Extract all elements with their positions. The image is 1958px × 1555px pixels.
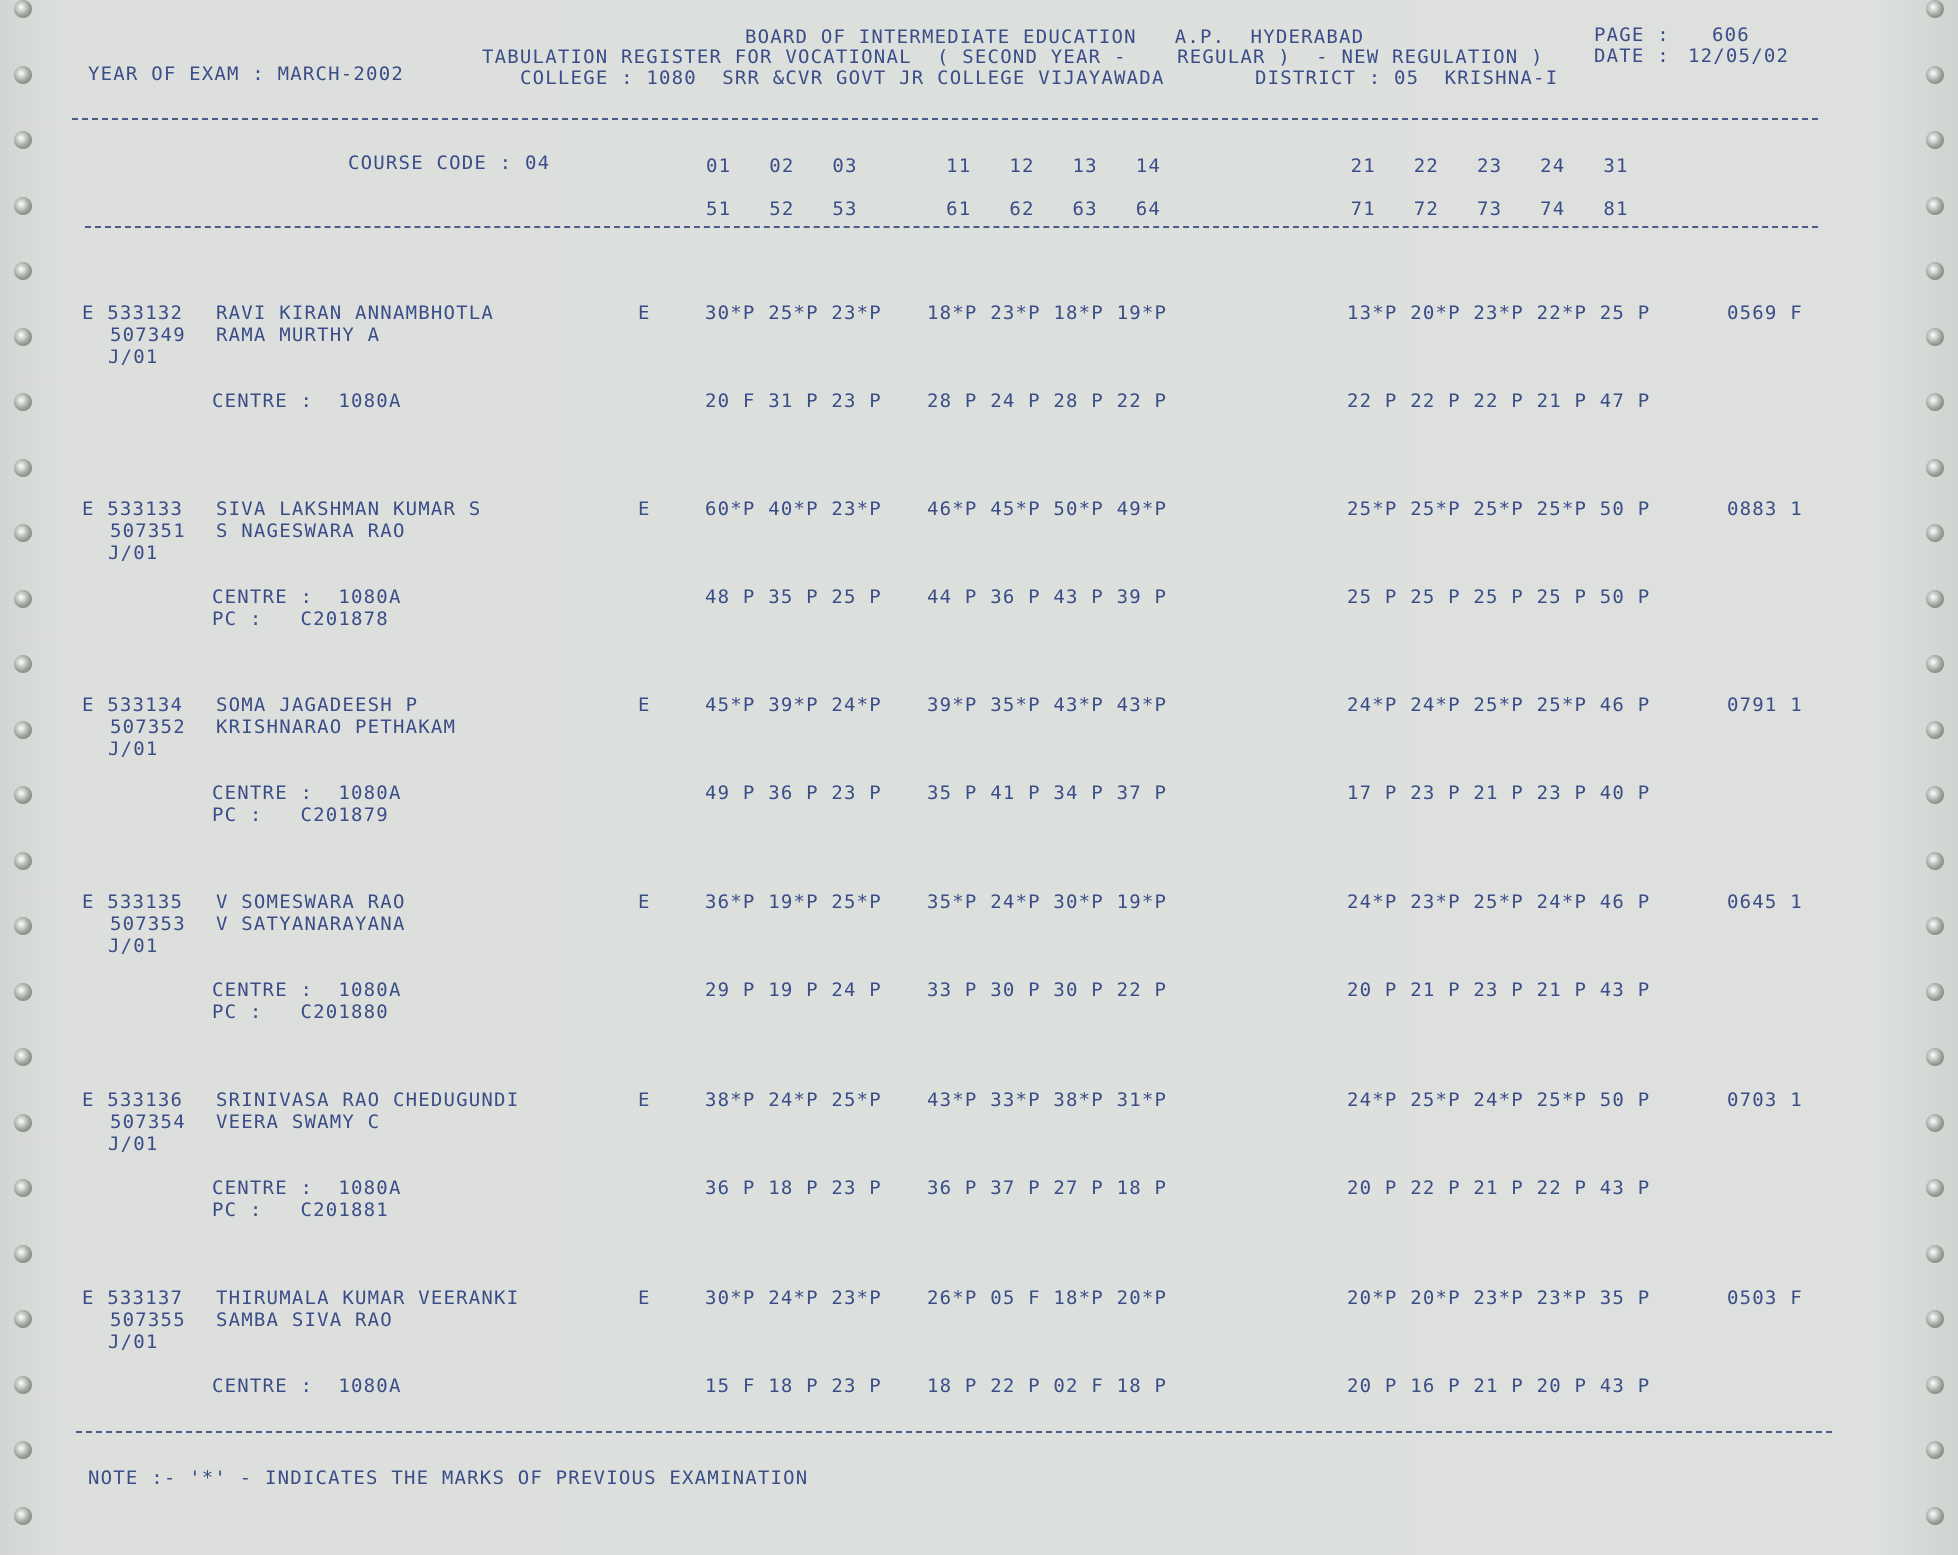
pc-number: PC : C201881 (212, 1199, 389, 1221)
feed-hole (14, 1245, 32, 1263)
marks-line2-part3: 17 P 23 P 21 P 23 P 40 P (1347, 782, 1651, 804)
feed-hole (14, 721, 32, 739)
marks-line1-part2: 43*P 33*P 38*P 31*P (927, 1089, 1168, 1111)
marks-line1-part3: 24*P 23*P 25*P 24*P 46 P (1347, 891, 1651, 913)
registration-number: 507354 (110, 1111, 186, 1133)
total-and-result: 0569 F (1727, 302, 1803, 324)
roll-number: E 533135 (82, 891, 184, 913)
marks-line1-part1: 30*P 25*P 23*P (705, 302, 882, 324)
student-name: V SOMESWARA RAO (216, 891, 406, 913)
total-and-result: 0645 1 (1727, 891, 1803, 913)
feed-hole (14, 66, 32, 84)
subject-codes-row1: 01 02 03 11 12 13 14 21 22 23 24 31 (706, 155, 1629, 177)
marks-line1-part1: 45*P 39*P 24*P (705, 694, 882, 716)
group-code: J/01 (108, 1331, 159, 1353)
feed-hole (1926, 393, 1944, 411)
exam-centre: CENTRE : 1080A (212, 390, 402, 412)
marks-line2-part2: 36 P 37 P 27 P 18 P (927, 1177, 1168, 1199)
marks-line2-part1: 29 P 19 P 24 P (705, 979, 882, 1001)
feed-hole (14, 197, 32, 215)
feed-hole (14, 262, 32, 280)
exam-centre: CENTRE : 1080A (212, 586, 402, 608)
feed-hole (1926, 721, 1944, 739)
marks-line1-part3: 25*P 25*P 25*P 25*P 50 P (1347, 498, 1651, 520)
registration-number: 507351 (110, 520, 186, 542)
marks-line1-part1: 60*P 40*P 23*P (705, 498, 882, 520)
left-tractor-holes (6, 0, 46, 1555)
medium: E (638, 1287, 651, 1309)
feed-hole (14, 393, 32, 411)
page-label: PAGE : (1594, 24, 1670, 46)
marks-line2-part1: 48 P 35 P 25 P (705, 586, 882, 608)
feed-hole (1926, 459, 1944, 477)
marks-line1-part2: 46*P 45*P 50*P 49*P (927, 498, 1168, 520)
feed-hole (1926, 262, 1944, 280)
student-name: SOMA JAGADEESH P (216, 694, 419, 716)
total-and-result: 0503 F (1727, 1287, 1803, 1309)
marks-line2-part3: 20 P 21 P 23 P 21 P 43 P (1347, 979, 1651, 1001)
marks-line2-part3: 20 P 16 P 21 P 20 P 43 P (1347, 1375, 1651, 1397)
father-name: V SATYANARAYANA (216, 913, 406, 935)
footnote: NOTE :- '*' - INDICATES THE MARKS OF PREVIOUS EXAMINATION (88, 1467, 809, 1489)
roll-number: E 533134 (82, 694, 184, 716)
feed-hole (14, 655, 32, 673)
marks-line2-part3: 25 P 25 P 25 P 25 P 50 P (1347, 586, 1651, 608)
marks-line2-part2: 44 P 36 P 43 P 39 P (927, 586, 1168, 608)
marks-line2-part2: 35 P 41 P 34 P 37 P (927, 782, 1168, 804)
feed-hole (14, 1048, 32, 1066)
marks-line1-part2: 26*P 05 F 18*P 20*P (927, 1287, 1168, 1309)
marks-line1-part2: 18*P 23*P 18*P 19*P (927, 302, 1168, 324)
roll-number: E 533133 (82, 498, 184, 520)
marks-line1-part1: 30*P 24*P 23*P (705, 1287, 882, 1309)
medium: E (638, 498, 651, 520)
roll-number: E 533136 (82, 1089, 184, 1111)
total-and-result: 0703 1 (1727, 1089, 1803, 1111)
student-name: RAVI KIRAN ANNAMBHOTLA (216, 302, 495, 324)
marks-line2-part1: 20 F 31 P 23 P (705, 390, 882, 412)
feed-hole (1926, 197, 1944, 215)
feed-hole (14, 917, 32, 935)
group-code: J/01 (108, 542, 159, 564)
registration-number: 507353 (110, 913, 186, 935)
page-number: 606 (1712, 24, 1750, 46)
medium: E (638, 694, 651, 716)
student-name: SRINIVASA RAO CHEDUGUNDI (216, 1089, 520, 1111)
feed-hole (1926, 1310, 1944, 1328)
marks-line2-part2: 28 P 24 P 28 P 22 P (927, 390, 1168, 412)
group-code: J/01 (108, 346, 159, 368)
feed-hole (1926, 66, 1944, 84)
feed-hole (1926, 1507, 1944, 1525)
roll-number: E 533132 (82, 302, 184, 324)
roll-number: E 533137 (82, 1287, 184, 1309)
feed-hole (14, 459, 32, 477)
pc-number: PC : C201880 (212, 1001, 389, 1023)
column-header-divider (85, 226, 1818, 228)
father-name: VEERA SWAMY C (216, 1111, 381, 1133)
register-title: TABULATION REGISTER FOR VOCATIONAL ( SECOND YEAR - REGULAR ) - NEW REGULATION ) (482, 46, 1544, 68)
exam-centre: CENTRE : 1080A (212, 782, 402, 804)
feed-hole (1926, 590, 1944, 608)
father-name: RAMA MURTHY A (216, 324, 381, 346)
subject-codes-row2: 51 52 53 61 62 63 64 71 72 73 74 81 (706, 198, 1629, 220)
feed-hole (1926, 0, 1944, 18)
feed-hole (14, 1310, 32, 1328)
feed-hole (14, 1441, 32, 1459)
feed-hole (14, 0, 32, 18)
marks-line2-part3: 22 P 22 P 22 P 21 P 47 P (1347, 390, 1651, 412)
medium: E (638, 1089, 651, 1111)
feed-hole (1926, 983, 1944, 1001)
feed-hole (14, 1179, 32, 1197)
print-date: 12/05/02 (1688, 45, 1790, 67)
medium: E (638, 302, 651, 324)
feed-hole (14, 1376, 32, 1394)
feed-hole (14, 983, 32, 1001)
medium: E (638, 891, 651, 913)
student-name: SIVA LAKSHMAN KUMAR S (216, 498, 482, 520)
feed-hole (14, 852, 32, 870)
marks-line2-part2: 18 P 22 P 02 F 18 P (927, 1375, 1168, 1397)
feed-hole (1926, 1048, 1944, 1066)
feed-hole (1926, 1114, 1944, 1132)
marks-line1-part3: 24*P 25*P 24*P 25*P 50 P (1347, 1089, 1651, 1111)
marks-line1-part1: 38*P 24*P 25*P (705, 1089, 882, 1111)
feed-hole (1926, 1441, 1944, 1459)
marks-line1-part3: 24*P 24*P 25*P 25*P 46 P (1347, 694, 1651, 716)
feed-hole (1926, 1376, 1944, 1394)
exam-centre: CENTRE : 1080A (212, 979, 402, 1001)
feed-hole (1926, 917, 1944, 935)
registration-number: 507355 (110, 1309, 186, 1331)
feed-hole (1926, 131, 1944, 149)
marks-line1-part3: 13*P 20*P 23*P 22*P 25 P (1347, 302, 1651, 324)
pc-number: PC : C201878 (212, 608, 389, 630)
marks-line1-part2: 35*P 24*P 30*P 19*P (927, 891, 1168, 913)
feed-hole (14, 131, 32, 149)
exam-centre: CENTRE : 1080A (212, 1375, 402, 1397)
feed-hole (1926, 655, 1944, 673)
total-and-result: 0791 1 (1727, 694, 1803, 716)
marks-line1-part1: 36*P 19*P 25*P (705, 891, 882, 913)
marks-line1-part3: 20*P 20*P 23*P 23*P 35 P (1347, 1287, 1651, 1309)
feed-hole (1926, 786, 1944, 804)
student-name: THIRUMALA KUMAR VEERANKI (216, 1287, 520, 1309)
group-code: J/01 (108, 1133, 159, 1155)
registration-number: 507352 (110, 716, 186, 738)
feed-hole (1926, 1245, 1944, 1263)
registration-number: 507349 (110, 324, 186, 346)
feed-hole (1926, 328, 1944, 346)
right-tractor-holes (1912, 0, 1952, 1555)
district-line: DISTRICT : 05 KRISHNA-I (1255, 67, 1559, 89)
father-name: KRISHNARAO PETHAKAM (216, 716, 457, 738)
footer-divider (76, 1431, 1832, 1433)
feed-hole (14, 1507, 32, 1525)
feed-hole (1926, 524, 1944, 542)
marks-line2-part1: 49 P 36 P 23 P (705, 782, 882, 804)
group-code: J/01 (108, 738, 159, 760)
feed-hole (14, 328, 32, 346)
feed-hole (14, 524, 32, 542)
marks-line2-part3: 20 P 22 P 21 P 22 P 43 P (1347, 1177, 1651, 1199)
feed-hole (1926, 852, 1944, 870)
marks-line2-part1: 36 P 18 P 23 P (705, 1177, 882, 1199)
year-of-exam: YEAR OF EXAM : MARCH-2002 (88, 63, 404, 85)
pc-number: PC : C201879 (212, 804, 389, 826)
exam-centre: CENTRE : 1080A (212, 1177, 402, 1199)
board-title: BOARD OF INTERMEDIATE EDUCATION A.P. HYDERABAD (745, 26, 1365, 48)
marks-line1-part2: 39*P 35*P 43*P 43*P (927, 694, 1168, 716)
date-label: DATE : (1594, 45, 1670, 67)
total-and-result: 0883 1 (1727, 498, 1803, 520)
feed-hole (14, 786, 32, 804)
father-name: S NAGESWARA RAO (216, 520, 406, 542)
group-code: J/01 (108, 935, 159, 957)
feed-hole (14, 590, 32, 608)
header-divider (72, 118, 1818, 120)
father-name: SAMBA SIVA RAO (216, 1309, 393, 1331)
marks-line2-part1: 15 F 18 P 23 P (705, 1375, 882, 1397)
course-code: COURSE CODE : 04 (348, 152, 551, 174)
marks-line2-part2: 33 P 30 P 30 P 22 P (927, 979, 1168, 1001)
feed-hole (1926, 1179, 1944, 1197)
feed-hole (14, 1114, 32, 1132)
college-line: COLLEGE : 1080 SRR &CVR GOVT JR COLLEGE VIJAYAWADA (520, 67, 1165, 89)
